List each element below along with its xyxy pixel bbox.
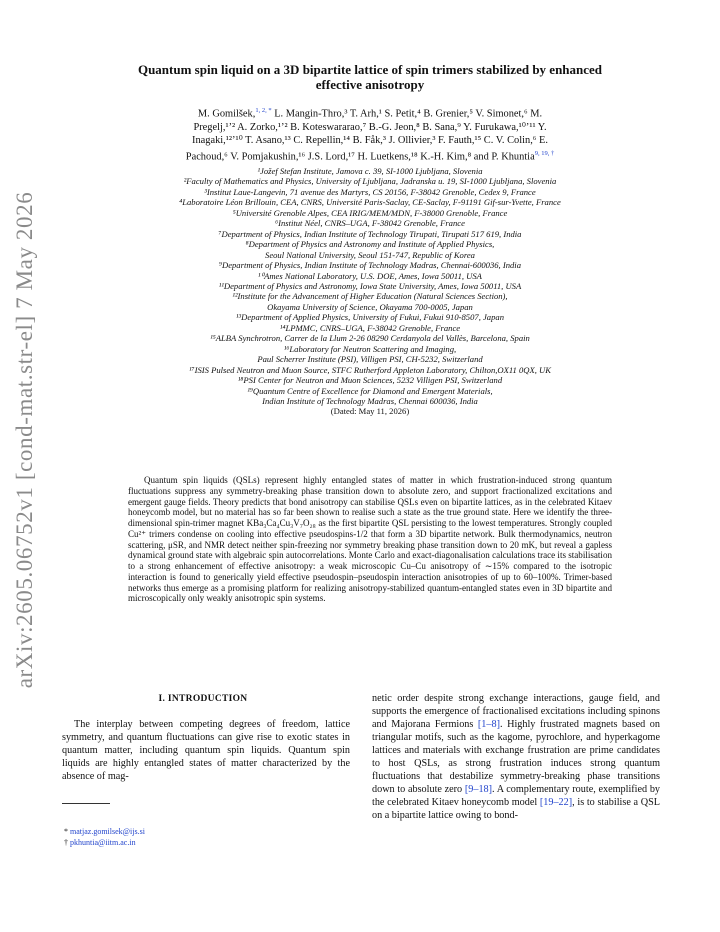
arxiv-sidebar-stamp [6, 191, 44, 689]
affiliation: Okayama University of Science, Okayama 700-0005, Japan [267, 301, 473, 312]
affiliation: Indian Institute of Technology Madras, Chennai 600036, India [262, 395, 478, 406]
authors-line-1 [95, 104, 645, 121]
affiliation: ⁷Department of Physics, Indian Institute of Technology Tirupati, Tirupati 517 619, India [218, 228, 522, 239]
title-line-1: Quantum spin liquid on a 3D bipartite lattice of spin trimers stabilized by enhanced [137, 62, 603, 77]
citation-link[interactable]: [1–8] [477, 719, 500, 730]
affiliation: ¹¹Department of Physics and Astronomy, Iowa State University, Ames, Iowa 50011, USA [218, 280, 522, 291]
affiliation: ¹⁵ALBA Synchrotron, Carrer de la Llum 2-26 08290 Cerdanyola del Vallès, Barcelona, Spain [210, 333, 530, 344]
authors-line-4-text: Pachoud,⁶ V. Pomjakushin,¹⁶ J.S. Lord,¹⁷ H. Luetkens,¹⁸ K.-H. Kim,⁸ and P. Khuntia [185, 151, 535, 163]
authors-line-4 [95, 147, 645, 164]
affiliation: ⁹Department of Physics, Indian Institute of Technology Madras, Chennai-600036, India [219, 260, 521, 271]
intro-text: . Highly frustrated magnets based on triangular motifs, such as the kagome, pyrochlore, and hyperkagome lattices and materials with exchange frustration are prime candidates to host QSLs, as strong frustration induces strong quantum fluctuations that destabilize symmetry-breaking phase transitions down to absolute zero [372, 719, 660, 795]
section-heading-introduction: I. INTRODUCTION [158, 694, 248, 704]
intro-column-right [372, 692, 660, 822]
corresponding-marker-2[interactable]: 9, 19, † [534, 150, 555, 158]
citation-link[interactable]: [19–22] [539, 797, 573, 808]
author-first: M. Gomilšek, [197, 108, 256, 120]
footnote-2 [64, 837, 145, 848]
intro-text: . A complementary route, exemplified by the celebrated Kitaev honeycomb model [372, 784, 661, 808]
affiliation: ²Faculty of Mathematics and Physics, University of Ljubljana, Jadranska u. 19, SI-1000 Ljubljana, Slovenia [183, 176, 557, 187]
arxiv-identifier: arXiv:2605.06752v1 [cond-mat.str-el] 7 May 2026 [12, 191, 37, 689]
affiliation: ⁸Department of Physics and Astronomy and Institute of Applied Physics, [245, 239, 495, 250]
affiliation: ¹⁸PSI Center for Neutron and Muon Sciences, 5232 Villigen PSI, Switzerland [237, 375, 503, 386]
authors-line-3: Inagaki,¹²ʼ¹⁰ T. Asano,¹³ C. Repellin,¹⁴ B. Fåk,³ J. Ollivier,³ F. Fauth,¹⁵ C. V. Colin,⁶ E. [192, 134, 548, 146]
title-line-2: effective anisotropy [315, 77, 425, 92]
author-list [95, 104, 645, 164]
abstract: Quantum spin liquids (QSLs) represent highly entangled states of matter in which frustration-induced strong quantum fluctuations suppress any symmetry-breaking phase transition down to absolute zero, and support fractionalized excitations and emergent gauge fields. Theory predicts that bond anisotropy can stabilise QSLs even on bipartite lattices, as in the celebrated Kitaev honeycomb model, but no material has so far been shown to realise such a state as the true ground state. Here we identify the three-dimensional spin-trimer magnet KBa₃Ca₄Cu₃V₇O₂₈ as the first bipartite QSL persisting to the lowest temperatures. Strongly coupled Cu²⁺ trimers condense on cooling into effective pseudospins-1/2 that form a 3D bipartite network. Bulk thermodynamics, neutron scattering, μSR, and NMR detect neither spin-freezing nor symmetry breaking phase transition down to 20 mK, but reveal a gapless dynamical ground state with algebraic spin autocorrelations. Monte Carlo and exact-diagonalisation calculations trace its stabilisation to a strong enhancement of effective anisotropy: a weak microscopic Cu–Cu anisotropy of ∼15% compared to the isotropic interaction is found to generically yield effective pseudospin–pseudospin interaction anisotropies of up to 60–100%. Trimer-based networks thus emerge as a promising platform for realizing anisotropy-stabilized quantum-entangled states even in 3D bipartite and microscopically only weakly anisotropic spin systems. [128, 475, 612, 604]
authors-line-1-rest: L. Mangin-Thro,³ T. Arh,¹ S. Petit,⁴ B. Grenier,⁵ V. Simonet,⁶ M. [274, 108, 543, 120]
corresponding-marker[interactable]: 1, 2, * [255, 107, 272, 114]
citation-link[interactable]: [9–18] [464, 784, 493, 795]
affiliation: ⁵Université Grenoble Alpes, CEA IRIG/MEM/MDN, F-38000 Grenoble, France [232, 207, 508, 218]
footnotes [64, 826, 145, 848]
affiliation: ¹⁰Ames National Laboratory, U.S. DOE, Ames, Iowa 50011, USA [258, 270, 482, 281]
footnote-1 [64, 826, 145, 837]
affiliation: ⁶Institut Néel, CNRS–UGA, F-38042 Grenoble, France [275, 218, 465, 229]
affiliation: ¹³Department of Applied Physics, University of Fukui, Fukui 910-8507, Japan [235, 312, 504, 323]
affiliation: ⁴Laboratoire Léon Brillouin, CEA, CNRS, Université Paris-Saclay, CE-Saclay, F-91191 Gif-sur-Yvette, France [179, 197, 561, 208]
email-link[interactable]: pkhuntia@iitm.ac.in [70, 838, 136, 847]
footnote-marker: † [64, 838, 68, 847]
intro-text: , is to stabilise a QSL on a bipartite lattice owing to bond- [372, 797, 660, 821]
affiliation: ³Institut Laue-Langevin, 71 avenue des Martyrs, CS 20156, F-38042 Grenoble, Cedex 9, France [204, 186, 536, 197]
affiliation: Paul Scherrer Institute (PSI), Villigen PSI, CH-5232, Switzerland [257, 354, 483, 365]
date-line: (Dated: May 11, 2026) [330, 406, 410, 417]
affiliation: ¹⁷ISIS Pulsed Neutron and Muon Source, STFC Rutherford Appleton Laboratory, Chilton,OX11 0QX, UK [189, 364, 551, 375]
affiliation: Seoul National University, Seoul 151-747, Republic of Korea [265, 249, 475, 260]
affiliation: ¹⁴LPMMC, CNRS–UGA, F-38042 Grenoble, France [279, 322, 461, 333]
affiliation: ¹²Institute for the Advancement of Higher Education (Natural Sciences Section), [232, 291, 508, 302]
affiliation: ¹Jožef Stefan Institute, Jamova c. 39, SI-1000 Ljubljana, Slovenia [257, 166, 483, 176]
paper-title [80, 62, 660, 92]
authors-line-2: Pregelj,¹ʼ² A. Zorko,¹ʼ² B. Koteswararao,⁷ B.-G. Jeon,⁸ B. Sana,⁹ Y. Furukawa,¹⁰ʼ¹¹ Y. [193, 121, 547, 133]
email-link[interactable]: matjaz.gomilsek@ijs.si [70, 827, 145, 836]
footnote-marker: * [64, 827, 68, 836]
affiliation-list [70, 166, 670, 417]
footnote-divider [62, 803, 110, 804]
affiliation: ¹⁹Quantum Centre of Excellence for Diamond and Emergent Materials, [247, 385, 493, 396]
intro-column-left: The interplay between competing degrees of freedom, lattice symmetry, and quantum fluctuations can give rise to exotic states in quantum matter, including quantum spin liquids. Quantum spin liquids are highly entangled states of matter characterized by the absence of mag- [62, 719, 350, 782]
affiliation: ¹⁶Laboratory for Neutron Scattering and Imaging, [283, 343, 457, 354]
intro-text: netic order despite strong exchange interactions, gauge field, and supports the emergence of fractionalised excitations including spinons and Majorana Fermions [372, 693, 660, 730]
